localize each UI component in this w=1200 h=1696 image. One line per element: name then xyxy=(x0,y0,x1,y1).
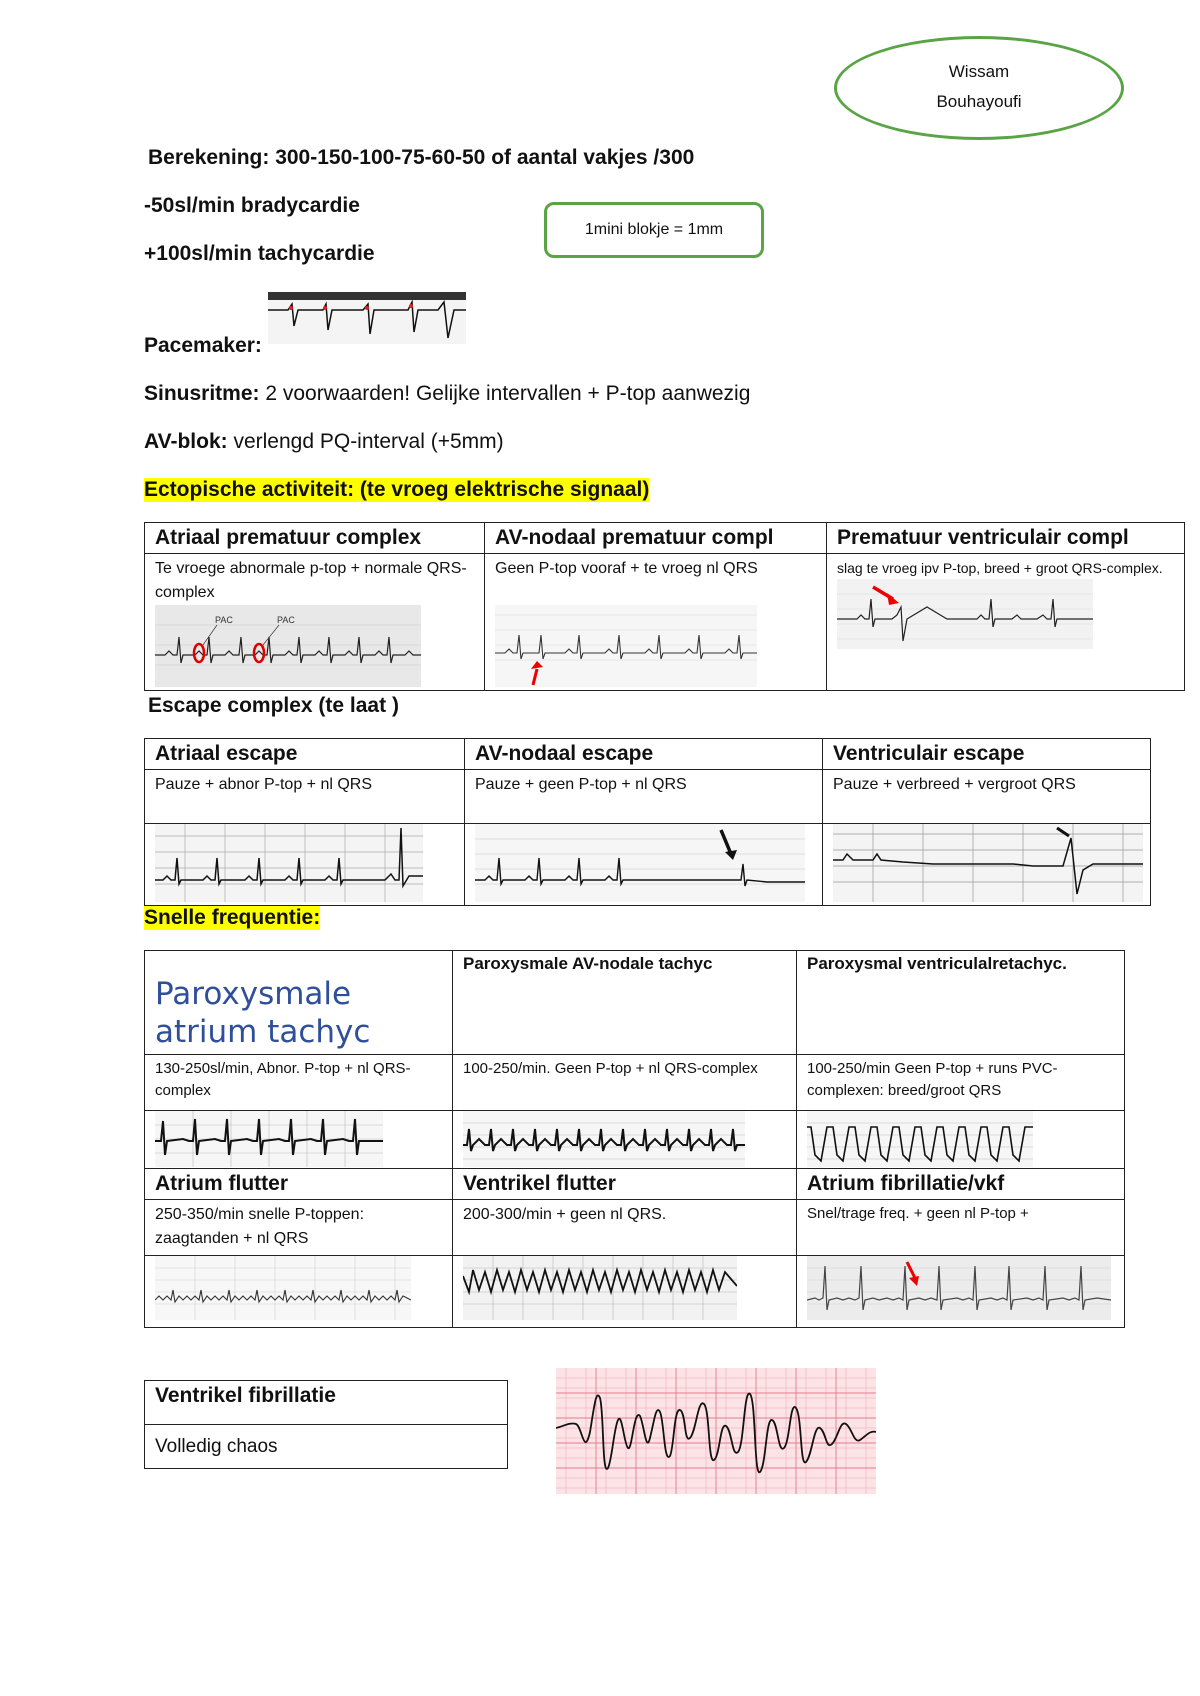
fast-title-paroxysmal-ventricular: Paroxysmal ventriculalretachyc. xyxy=(797,951,1125,1055)
fast-desc-paroxysmal-av-nodal: 100-250/min. Geen P-top + nl QRS-complex xyxy=(453,1055,797,1111)
pacemaker-label: Pacemaker: xyxy=(144,334,262,357)
ventricular-flutter-ecg-image xyxy=(463,1256,737,1320)
fast-ecg-cell-ventricular xyxy=(797,1111,1125,1169)
fast-title-ventricular-flutter: Ventrikel flutter xyxy=(453,1169,797,1200)
ectopic-heading: Ectopische activiteit: (te vroeg elektrische signaal) xyxy=(144,478,650,501)
atrial-flutter-ecg-image xyxy=(155,1256,411,1320)
pac-label-1: PAC xyxy=(215,615,233,625)
fast-desc-paroxysmal-ventricular: 100-250/min Geen P-top + runs PVC-complexen: breed/groot QRS xyxy=(797,1055,1125,1111)
ectopic-table xyxy=(144,522,1185,691)
fast-desc-paroxysmal-atrial: 130-250sl/min, Abnor. P-top + nl QRS-complex xyxy=(145,1055,453,1111)
escape-desc-av-nodal: Pauze + geen P-top + nl QRS xyxy=(465,770,823,824)
escape-title-av-nodal: AV-nodaal escape xyxy=(465,739,823,770)
ectopic-title-ventricular: Prematuur ventriculair compl xyxy=(827,523,1185,554)
escape-table xyxy=(144,738,1151,906)
vfib-table xyxy=(144,1380,508,1469)
fast-cell-title-pat xyxy=(145,951,453,1055)
fast-title-paroxysmal-atrial: Paroxysmale atrium tachyc xyxy=(155,976,371,1050)
vfib-ecg-image xyxy=(556,1368,876,1494)
fast-ecg-cell-atrial-fibrillation xyxy=(797,1256,1125,1328)
tachycardia-line: +100sl/min tachycardie xyxy=(144,242,375,265)
vfib-title: Ventrikel fibrillatie xyxy=(145,1381,508,1425)
escape-title-atrial: Atriaal escape xyxy=(145,739,465,770)
fast-desc-atrial-fibrillation: Snel/trage freq. + geen nl P-top + xyxy=(797,1200,1125,1256)
escape-ecg-cell-av-nodal xyxy=(465,824,823,906)
sinus-rhythm-line xyxy=(144,382,750,406)
fast-title-atrial-flutter: Atrium flutter xyxy=(145,1169,453,1200)
fast-ecg-cell-atrial-flutter xyxy=(145,1256,453,1328)
fast-ecg-cell-pat xyxy=(145,1111,453,1169)
calculation-line: Berekening: 300-150-100-75-60-50 of aantal vakjes /300 xyxy=(148,146,695,169)
fast-ecg-cell-av-nodal xyxy=(453,1111,797,1169)
bradycardia-line: -50sl/min bradycardie xyxy=(144,194,360,217)
av-nodal-escape-ecg-image xyxy=(475,824,805,902)
ectopic-desc-atrial: Te vroege abnormale p-top + normale QRS-complex xyxy=(155,560,467,601)
av-nodal-tachy-ecg-image xyxy=(463,1111,745,1167)
mini-block-note: 1mini blokje = 1mm xyxy=(544,202,764,258)
escape-title-ventricular: Ventriculair escape xyxy=(823,739,1151,770)
author-oval xyxy=(834,36,1124,140)
ectopic-cell-atrial xyxy=(145,554,485,691)
pacemaker-ecg-image xyxy=(268,292,466,344)
atrial-escape-ecg-image xyxy=(155,824,423,902)
fast-heading: Snelle frequentie: xyxy=(144,906,321,929)
escape-heading: Escape complex (te laat ) xyxy=(148,694,399,717)
av-nodal-premature-ecg-image xyxy=(495,605,757,687)
ectopic-title-atrial: Atriaal prematuur complex xyxy=(145,523,485,554)
sinus-rhythm-label: Sinusritme: xyxy=(144,382,260,405)
atrial-fibrillation-ecg-image xyxy=(807,1256,1111,1320)
escape-desc-atrial: Pauze + abnor P-top + nl QRS xyxy=(145,770,465,824)
fast-title-atrial-fibrillation: Atrium fibrillatie/vkf xyxy=(797,1169,1125,1200)
fast-title-paroxysmal-av-nodal: Paroxysmale AV-nodale tachyc xyxy=(453,951,797,1055)
av-block-line xyxy=(144,430,504,454)
fast-ecg-cell-ventricular-flutter xyxy=(453,1256,797,1328)
av-block-label: AV-blok: xyxy=(144,430,228,453)
pvc-ecg-image xyxy=(837,579,1093,649)
fast-desc-atrial-flutter: 250-350/min snelle P-toppen: zaagtanden + nl QRS xyxy=(145,1200,453,1256)
author-first-name: Wissam xyxy=(948,62,1010,81)
fast-rhythm-table xyxy=(144,950,1125,1328)
fast-desc-ventricular-flutter: 200-300/min + geen nl QRS. xyxy=(453,1200,797,1256)
sinus-rhythm-text: 2 voorwaarden! Gelijke intervallen + P-top aanwezig xyxy=(259,382,751,405)
pac-label-2: PAC xyxy=(277,615,295,625)
ectopic-cell-ventricular xyxy=(827,554,1185,691)
vt-ecg-image xyxy=(807,1111,1033,1167)
ectopic-cell-av-nodal xyxy=(485,554,827,691)
ectopic-desc-ventricular: slag te vroeg ipv P-top, breed + groot QRS-complex. xyxy=(837,560,1163,576)
ectopic-title-av-nodal: AV-nodaal prematuur compl xyxy=(485,523,827,554)
pac-ecg-image xyxy=(155,605,421,687)
ectopic-desc-av-nodal: Geen P-top vooraf + te vroeg nl QRS xyxy=(495,560,758,577)
vfib-desc: Volledig chaos xyxy=(145,1425,508,1469)
escape-ecg-cell-ventricular xyxy=(823,824,1151,906)
ventricular-escape-ecg-image xyxy=(833,824,1143,902)
escape-ecg-cell-atrial xyxy=(145,824,465,906)
author-last-name: Bouhayoufi xyxy=(936,92,1022,111)
av-block-text: verlengd PQ-interval (+5mm) xyxy=(227,430,504,453)
pat-ecg-image xyxy=(155,1111,383,1167)
escape-desc-ventricular: Pauze + verbreed + vergroot QRS xyxy=(823,770,1151,824)
